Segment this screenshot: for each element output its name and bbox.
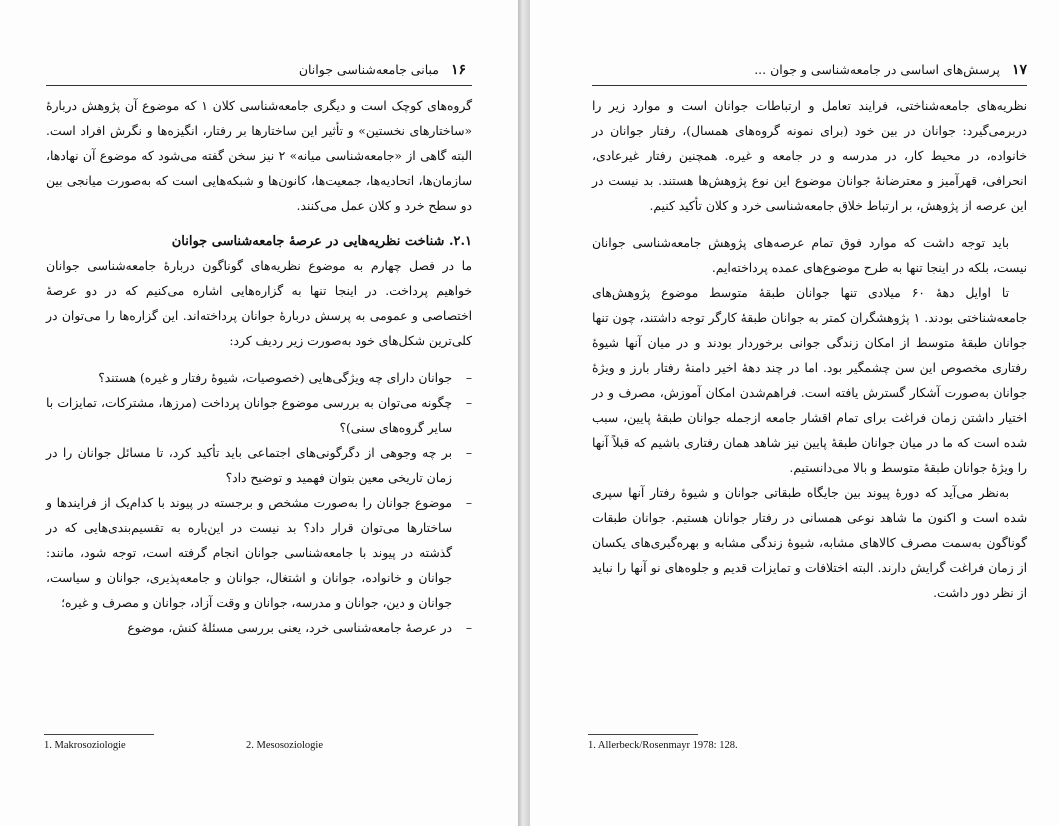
right-header-rule	[592, 85, 1027, 86]
dash-marker: –	[465, 396, 472, 410]
list-item-text: در عرصهٔ جامعه‌شناسی خرد، یعنی بررسی مسئلهٔ کنش، موضوع	[127, 621, 452, 635]
dash-marker: –	[465, 496, 472, 510]
left-header-rule	[46, 85, 472, 86]
list-item	[46, 616, 472, 641]
list-item-text: بر چه وجوهی از دگرگونی‌های اجتماعی باید تأکید کرد، تا مسائل جوانان را در زمان تاریخی معین بتوان فهمید و توضیح داد؟	[46, 446, 452, 485]
left-running-header	[299, 62, 466, 82]
right-running-header	[754, 62, 1027, 82]
paragraph: تا اوایل دههٔ ۶۰ میلادی تنها جوانان طبقهٔ متوسط موضوع پژوهش‌های جامعه‌شناختی بودند. ۱ پژوهشگران کمتر به جوانان طبقهٔ کارگر توجه داشتند، چون تنها جوانان طبقهٔ متوسط از امکان زندگی جوانی برخوردار بودند و در میان آنها شیوهٔ رفتاری مخصوص این سن چشمگیر بود. اما در چند دههٔ اخیر دامنهٔ رفتار بارز و ویژهٔ جوانان به‌صورت آشکار گسترش یافته است. فراهم‌شدن امکان آموزش، مصرف و در اختیار داشتن زمان فراغت برای تمام اقشار جامعه ازجمله جوانان طبقهٔ پایین، سبب شده است که ما در میان جوانان طبقهٔ پایین نیز شاهد همان رفتاری باشیم که قبلاً آنها را ویژهٔ جوانان طبقهٔ متوسط و بالا می‌دانستیم.	[592, 286, 1027, 475]
right-page-number: ۱۷	[1011, 62, 1027, 78]
right-running-head: پرسش‌های اساسی در جامعه‌شناسی و جوان ...	[754, 62, 1000, 77]
left-footnote-rule	[44, 734, 154, 735]
list-item-text: جوانان دارای چه ویژگی‌هایی (خصوصیات، شیوهٔ رفتار و غیره) هستند؟	[98, 371, 452, 385]
paragraph: ما در فصل چهارم به موضوع نظریه‌های گوناگون دربارهٔ جامعه‌شناسی جوانان خواهیم پرداخت. در اینجا تنها به گزاره‌هایی اشاره می‌کنیم که در دو عرصهٔ اختصاصی و عمومی به پرسش دربارهٔ جوانان پرداخته‌اند. این گزاره‌ها را می‌توان در کلی‌ترین شکل‌های خود به‌صورت زیر ردیف کرد:	[46, 259, 472, 348]
right-footnote-rule	[588, 734, 698, 735]
footnote: 2. Mesosoziologie	[246, 740, 323, 751]
footnote: 1. Allerbeck/Rosenmayr 1978: 128.	[588, 740, 738, 751]
paragraph: گروه‌های کوچک است و دیگری جامعه‌شناسی کلان ۱ که موضوع آن پژوهش دربارهٔ «ساختارهای نخستین» و تأثیر این ساختارها بر رفتار، انگیزه‌ها و نگرش افراد است. البته گاهی از «جامعه‌شناسی میانه» ۲ نیز سخن گفته می‌شود که موضوع آن نهادها، سازمان‌ها، اتحادیه‌ها، جمعیت‌ها، کانون‌ها و شبکه‌هایی است که به‌صورت میانجی بین دو سطح خرد و کلان عمل می‌کنند.	[46, 99, 472, 213]
left-page-number: ۱۶	[450, 62, 466, 78]
dash-marker: –	[465, 621, 472, 635]
list-item	[46, 441, 472, 491]
list-item-text: چگونه می‌توان به بررسی موضوع جوانان پرداخت (مرزها، مشترکات، تمایزات با سایر گروه‌های سنی)؟	[46, 396, 452, 435]
list-item	[46, 491, 472, 616]
right-body-text	[592, 94, 1027, 606]
section-title: ۲.۱. شناخت نظریه‌هایی در عرصهٔ جامعه‌شناسی جوانان	[171, 234, 472, 249]
list-item-text: موضوع جوانان را به‌صورت مشخص و برجسته در پیوند با کدام‌یک از فرایندها و ساختارها می‌توان قرار داد؟ بد نیست در این‌باره به تقسیم‌بندی‌هایی که در گذشته در پیوند با جامعه‌شناسی جوانان انجام گرفته است، توجه شود، مانند: جوانان و خانواده، جوانان و اشتغال، جوانان و جامعه‌پذیری، جوانان و سیاست، جوانان و دین، جوانان و مدرسه، جوانان و وقت آزاد، جوانان و مصرف و غیره؛	[46, 496, 452, 610]
dash-marker: –	[465, 446, 472, 460]
paragraph: به‌نظر می‌آید که دورهٔ پیوند بین جایگاه طبقاتی جوانان و شیوهٔ رفتار آنها سپری شده است و اکنون ما شاهد نوعی همسانی در رفتار جوانان هستیم. جوانان طبقات گوناگون به‌سمت مصرف کالاهای مشابه، شیوهٔ زندگی مشابه و بهره‌گیری‌های یکسان از زمان فراغت گرایش دارند. البته اختلافات و تمایزات قدیم و جلوه‌های نو آنها را نباید از نظر دور داشت.	[592, 486, 1027, 600]
left-page	[0, 0, 518, 826]
left-running-head: مبانی جامعه‌شناسی جوانان	[298, 62, 439, 77]
dash-marker: –	[465, 371, 472, 385]
list-item	[46, 366, 472, 391]
list-item	[46, 391, 472, 441]
paragraph: نظریه‌های جامعه‌شناختی، فرایند تعامل و ارتباطات جوانان است و موارد زیر را دربرمی‌گیرد: جوانان در بین خود (برای نمونه گروه‌های همسال)، رفتار جوانان در خانواده، در محیط کار، در مدرسه و در جامعه و غیره. همچنین رفتار غیرعادی، انحرافی، قهرآمیز و معترضانهٔ جوانان موضوع این نوع پژوهش‌ها هستند. بد نیست در این عرصه از پژوهش، بر ارتباط خلاق جامعه‌شناسی خرد و کلان تأکید کنیم.	[592, 99, 1027, 213]
book-gutter	[518, 0, 530, 826]
right-page	[530, 0, 1059, 826]
left-body-text	[46, 94, 472, 641]
footnote: 1. Makrosoziologie	[44, 740, 126, 751]
paragraph: باید توجه داشت که موارد فوق تمام عرصه‌های پژوهش جامعه‌شناسی جوانان نیست، بلکه در اینجا تنها به طرح موضوع‌های عمده پرداخته‌ایم.	[592, 236, 1027, 275]
